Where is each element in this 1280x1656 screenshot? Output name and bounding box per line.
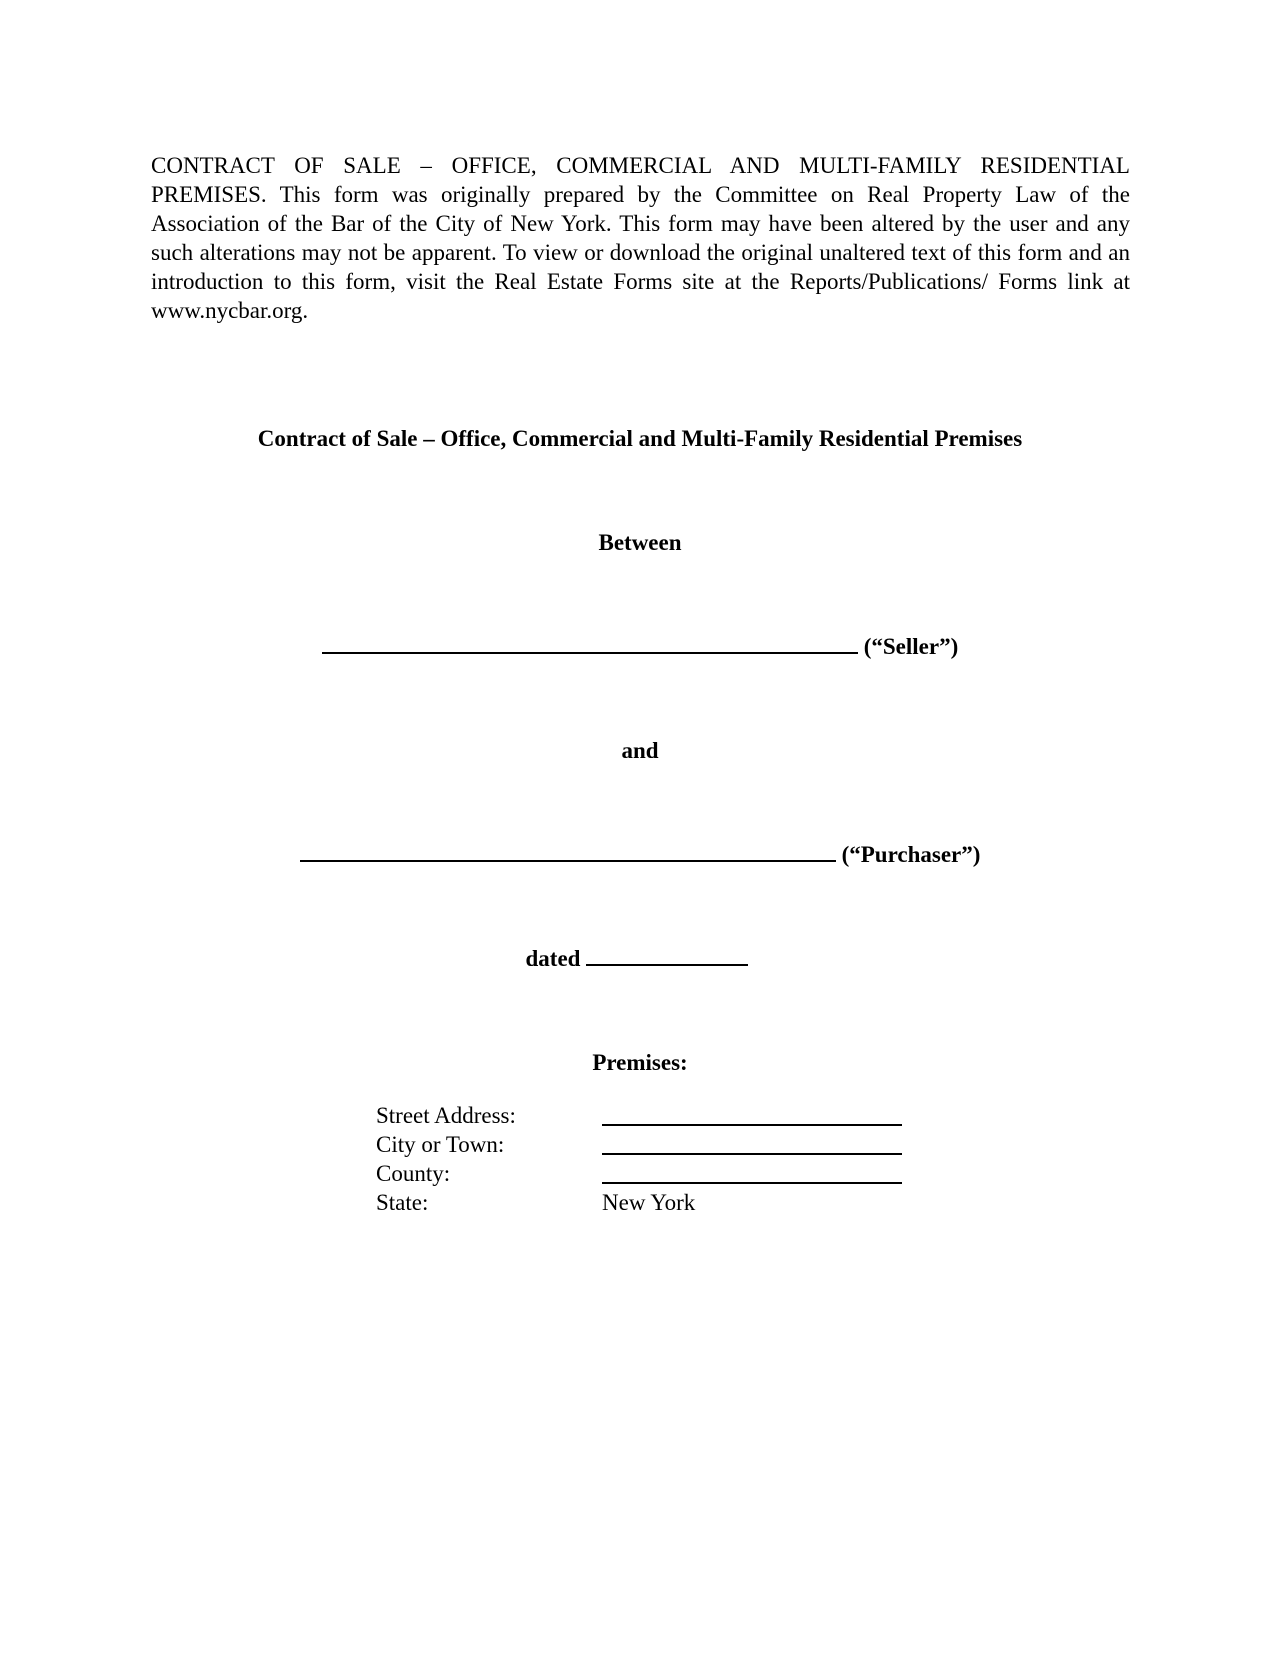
premises-row-county bbox=[376, 1159, 902, 1188]
premises-row-street bbox=[376, 1101, 902, 1130]
purchaser-line bbox=[0, 840, 1280, 869]
contract-title: Contract of Sale – Office, Commercial and Multi-Family Residential Premises bbox=[257, 426, 1023, 451]
date-blank[interactable] bbox=[586, 946, 748, 966]
state-label: State: bbox=[376, 1190, 429, 1215]
premises-row-state bbox=[376, 1188, 902, 1217]
premises-heading: Premises: bbox=[592, 1050, 688, 1075]
seller-label: (“Seller”) bbox=[863, 634, 959, 659]
dated-line bbox=[0, 944, 1280, 973]
state-value: New York bbox=[602, 1190, 696, 1215]
city-or-town-blank bbox=[602, 1129, 902, 1155]
city-or-town-field[interactable] bbox=[602, 1129, 902, 1159]
dated-label: dated bbox=[525, 946, 581, 971]
street-address-blank bbox=[602, 1100, 902, 1126]
premises-table bbox=[376, 1101, 902, 1217]
city-or-town-label: City or Town: bbox=[376, 1132, 505, 1157]
street-address-field[interactable] bbox=[602, 1100, 902, 1130]
county-field[interactable] bbox=[602, 1158, 902, 1188]
between-label: Between bbox=[598, 530, 682, 555]
county-label: County: bbox=[376, 1161, 451, 1186]
purchaser-name-blank[interactable] bbox=[300, 842, 836, 862]
county-blank bbox=[602, 1158, 902, 1184]
form-notice: CONTRACT OF SALE – OFFICE, COMMERCIAL AND MULTI-FAMILY RESIDENTIAL PREMISES. This form was originally prepared by the Committee on Real Property Law of the Association of the Bar of the City of New York. This form may have been altered by the user and any such alterations may not be apparent. To view or download the original unaltered text of this form and an introduction to this form, visit the Real Estate Forms site at the Reports/Publications/ Forms link at www.nycbar.org. bbox=[151, 153, 1130, 323]
purchaser-label: (“Purchaser”) bbox=[841, 842, 981, 867]
street-address-label: Street Address: bbox=[376, 1103, 516, 1128]
premises-row-city bbox=[376, 1130, 902, 1159]
seller-name-blank[interactable] bbox=[322, 634, 858, 654]
and-label: and bbox=[621, 738, 659, 763]
seller-line bbox=[0, 632, 1280, 661]
